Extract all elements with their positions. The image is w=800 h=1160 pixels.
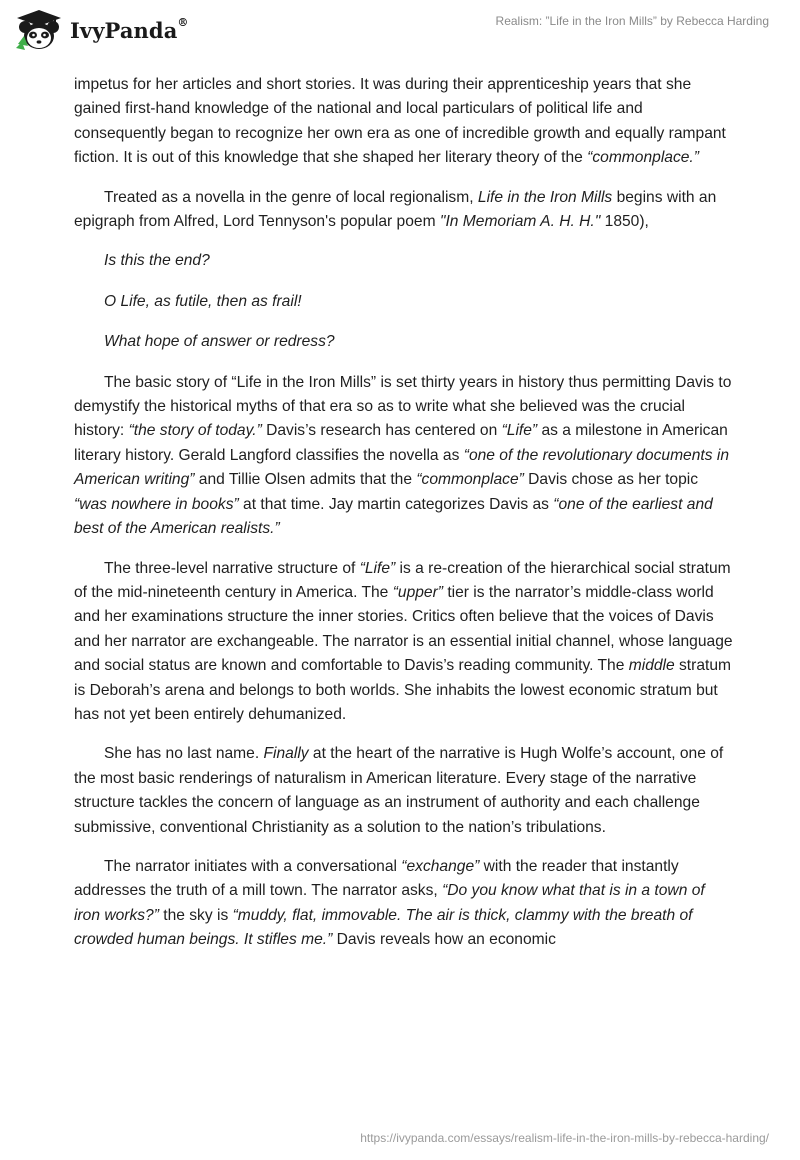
paragraph-4: The three-level narrative structure of “Life” is a re-creation of the hierarchical social stratum of the mid-nineteenth century in America. The “upper” tier is the narrator’s middle-class world and her examinations structure the inner stories. Critics often believe that the voices of Davis and her narrator are exchangeable. The narrator is an essential initial channel, whose language and social status are known and comfortable to Davis’s reading community. The middle stratum is Deborah’s arena and belongs to both worlds. She inhabits the lowest economic stratum but has not yet been entirely dehumanized. (74, 559, 733, 723)
paragraph-5: She has no last name. Finally at the heart of the narrative is Hugh Wolfe’s account, one of the most basic renderings of naturalism in American literature. Every stage of the narrative structure tackles the concern of language as an instrument of authority and each challenge submissive, conventional Christianity as a solution to the nation’s tribulations. (74, 745, 724, 836)
paragraph-2: Treated as a novella in the genre of local regionalism, Life in the Iron Mills begins with an epigraph from Alfred, Lord Tennyson's popular poem "In Memoriam A. H. H." 1850), (74, 188, 717, 231)
document-title: Realism: ”Life in the Iron Mills” by Rebecca Harding (495, 14, 769, 28)
verse-line-3: What hope of answer or redress? (104, 333, 335, 351)
logo-wordmark: IvyPanda® (70, 15, 189, 43)
verse-line-1: Is this the end? (104, 252, 210, 270)
paragraph-3: The basic story of “Life in the Iron Mills” is set thirty years in history thus permitting Davis to demystify the historical myths of that era so as to write what she believed was the crucial history: “the story of today.” Davis’s research has centered on “Life” as a milestone in American literary history. Gerald Langford classifies the novella as “one of the revolutionary documents in American writing” and Tillie Olsen admits that the “commonplace” Davis chose as her topic “was nowhere in books” at that time. Jay martin categorizes Davis as “one of the earliest and best of the American realists.” (74, 373, 732, 538)
page-header (0, 0, 800, 70)
ivypanda-logo[interactable] (14, 8, 189, 52)
paragraph-1: impetus for her articles and short stories. It was during their apprenticeship years that she gained first-hand knowledge of the national and local particulars of political life and consequently began to recognize her own era as one of incredible growth and equally rampant fiction. It is out of this knowledge that she shaped her literary theory of the “commonplace.” (74, 76, 726, 167)
paragraph-6: The narrator initiates with a conversational “exchange” with the reader that instantly addresses the truth of a mill town. The narrator asks, “Do you know what that is in a town of iron works?” the sky is “muddy, flat, immovable. The air is thick, clammy with the breath of crowded human beings. It stifles me.” Davis reveals how an economic (74, 857, 705, 949)
verse-line-2: O Life, as futile, then as frail! (104, 292, 302, 310)
panda-graduate-icon (14, 8, 64, 52)
essay-body (74, 73, 734, 968)
source-url-link[interactable]: https://ivypanda.com/essays/realism-life-in-the-iron-mills-by-rebecca-harding/ (360, 1131, 769, 1145)
